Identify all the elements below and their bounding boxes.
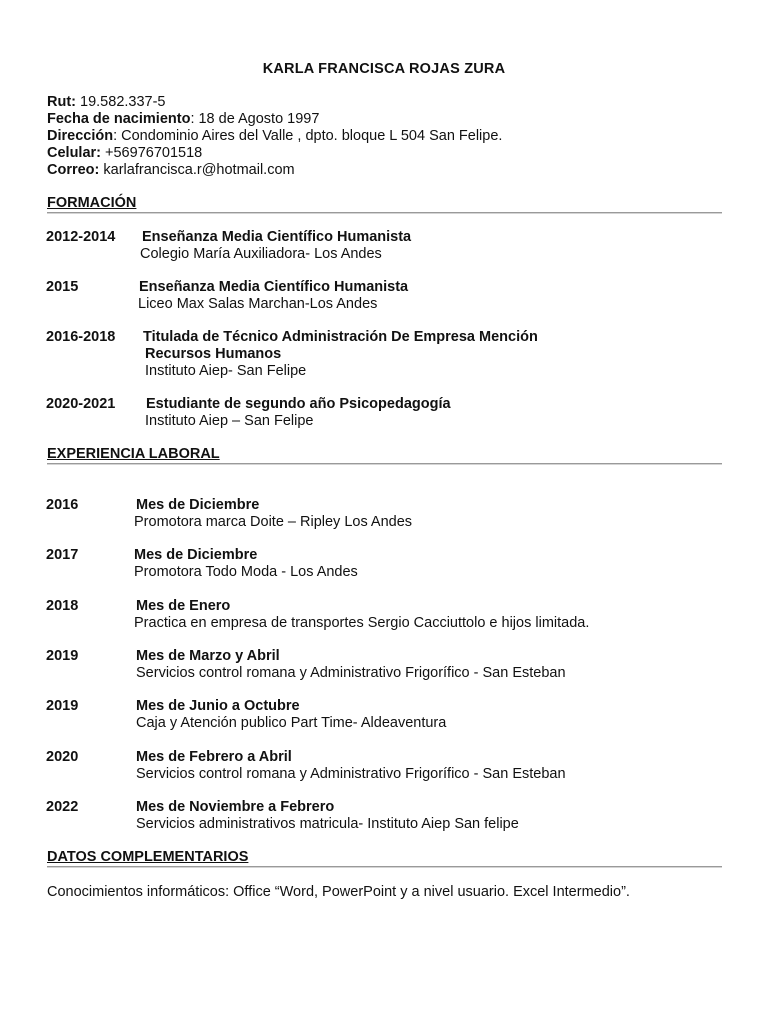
entry-detail: Caja y Atención publico Part Time- Aldeaventura	[136, 715, 447, 731]
entry-title: Enseñanza Media Científico Humanista	[142, 229, 412, 245]
email-label: Correo:	[47, 162, 100, 178]
entry-year: 2018	[46, 598, 79, 614]
entry-institution: Instituto Aiep- San Felipe	[145, 363, 307, 379]
computer-skills-text: Conocimientos informáticos: Office “Word, PowerPoint y a nivel usuario. Excel Intermedio”.	[47, 884, 630, 900]
phone-label: Celular:	[47, 145, 101, 161]
section-title-formacion: FORMACIÓN	[47, 195, 137, 211]
entry-year: 2019	[46, 698, 79, 714]
rut-label: Rut:	[47, 94, 76, 110]
entry-period: Mes de Diciembre	[136, 497, 260, 513]
entry-detail: Promotora marca Doite – Ripley Los Andes	[134, 514, 413, 530]
entry-year: 2012-2014	[46, 229, 116, 245]
entry-detail: Servicios control romana y Administrativo Frigorífico - San Esteban	[136, 766, 566, 782]
entry-year: 2020-2021	[46, 396, 116, 412]
address-value: : Condominio Aires del Valle , dpto. bloque L 504 San Felipe.	[113, 128, 503, 144]
entry-year: 2022	[46, 799, 79, 815]
entry-title: Titulada de Técnico Administración De Empresa Mención	[143, 329, 538, 345]
email-row	[47, 162, 502, 179]
section-divider	[47, 866, 722, 868]
address-label: Dirección	[47, 128, 114, 144]
entry-title-continued: Recursos Humanos	[145, 346, 282, 362]
entry-year: 2016-2018	[46, 329, 116, 345]
rut-value: 19.582.337-5	[76, 94, 166, 110]
phone-value: +56976701518	[101, 145, 203, 161]
section-divider	[47, 212, 722, 214]
entry-institution: Liceo Max Salas Marchan-Los Andes	[138, 296, 378, 312]
entry-institution: Colegio María Auxiliadora- Los Andes	[140, 246, 382, 262]
entry-institution: Instituto Aiep – San Felipe	[145, 413, 314, 429]
entry-period: Mes de Febrero a Abril	[136, 749, 292, 765]
address-row	[47, 128, 502, 145]
contact-info	[47, 94, 502, 179]
entry-year: 2017	[46, 547, 79, 563]
entry-title: Enseñanza Media Científico Humanista	[139, 279, 409, 295]
entry-detail: Servicios control romana y Administrativo Frigorífico - San Esteban	[136, 665, 566, 681]
birth-label: Fecha de nacimiento	[47, 111, 191, 127]
entry-period: Mes de Junio a Octubre	[136, 698, 300, 714]
entry-detail: Practica en empresa de transportes Sergio Cacciuttolo e hijos limitada.	[134, 615, 590, 631]
birth-row	[47, 111, 502, 128]
candidate-name: KARLA FRANCISCA ROJAS ZURA	[262, 61, 506, 77]
phone-row	[47, 145, 502, 162]
entry-period: Mes de Diciembre	[134, 547, 258, 563]
section-title-complementarios: DATOS COMPLEMENTARIOS	[47, 849, 249, 865]
entry-year: 2015	[46, 279, 79, 295]
entry-period: Mes de Enero	[136, 598, 231, 614]
entry-title: Estudiante de segundo año Psicopedagogía	[146, 396, 451, 412]
entry-period: Mes de Noviembre a Febrero	[136, 799, 335, 815]
entry-period: Mes de Marzo y Abril	[136, 648, 280, 664]
entry-year: 2016	[46, 497, 79, 513]
section-divider	[47, 463, 722, 465]
entry-year: 2019	[46, 648, 79, 664]
email-value: karlafrancisca.r@hotmail.com	[99, 162, 295, 178]
birth-value: : 18 de Agosto 1997	[190, 111, 320, 127]
entry-detail: Servicios administrativos matricula- Instituto Aiep San felipe	[136, 816, 519, 832]
entry-detail: Promotora Todo Moda - Los Andes	[134, 564, 358, 580]
section-title-experiencia: EXPERIENCIA LABORAL	[47, 446, 220, 462]
rut-row	[47, 94, 502, 111]
entry-year: 2020	[46, 749, 79, 765]
